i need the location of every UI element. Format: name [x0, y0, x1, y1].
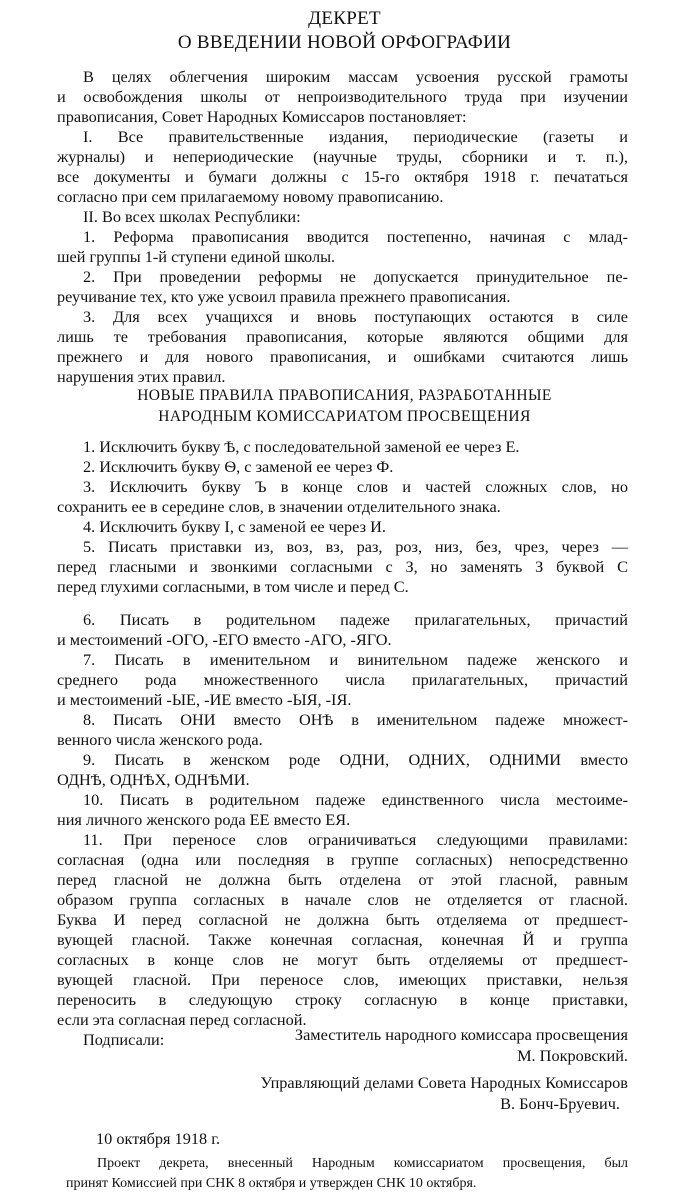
text-line: 2. Исключить букву Ѳ, с заменой ее через Ф.: [83, 457, 394, 476]
text-line: и местоимений -ЫЕ, -ИЕ вместо -ЫЯ, -IЯ.: [57, 690, 352, 709]
rules-body: [57, 437, 628, 1050]
text-line: согласно при сем прилагаемому новому правописанию.: [57, 187, 444, 206]
paragraph: [57, 267, 628, 307]
text-line: перед гласной не должна быть отделена от этой гласной, равным: [57, 870, 628, 889]
text-line: и освобождения школы от непроизводительного труда при изучении: [57, 87, 628, 106]
paragraph: [57, 477, 628, 517]
paragraph: [57, 790, 628, 830]
text-line: нарушения этих правил.: [57, 367, 226, 386]
decree-date: 10 октября 1918 г.: [96, 1129, 221, 1148]
signature-position: Заместитель народного комиссара просвещения: [294, 1025, 628, 1044]
text-line: журналы) и непериодические (научные труды, сборники и т. п.),: [57, 147, 628, 166]
text-line: 7. Писать в именительном и винительном падеже женского и: [83, 650, 628, 669]
text-line: ния личного женского рода ЕЕ вместо ЕЯ.: [57, 810, 351, 829]
text-line: 3. Исключить букву Ъ в конце слов и частей сложных слов, но: [83, 477, 628, 496]
text-line: вующей гласной. При переносе слов, имеющих приставки, нельзя: [57, 970, 628, 989]
paragraph: [57, 67, 628, 127]
text-line: 9. Писать в женском роде ОДНИ, ОДНИХ, ОДНИМИ вместо: [83, 750, 628, 769]
paragraph: [57, 710, 628, 750]
signature-2: [260, 1072, 628, 1114]
text-line: переносить в следующую строку согласную в конце приставки,: [57, 990, 628, 1009]
text-line: прежнего и для нового правописания, и ошибками считаются лишь: [57, 347, 628, 366]
text-line: венного числа женского рода.: [57, 730, 263, 749]
text-line: перед гласными и звонкими согласными с З, но заменять З буквой С: [57, 557, 628, 576]
signature-name: В. Бонч-Бруевич.: [500, 1094, 620, 1113]
text-line: ОДНѢ, ОДНѢХ, ОДНѢМИ.: [57, 770, 250, 789]
footnote-line: Проект декрета, внесенный Народным комиссариатом просвещения, был: [97, 1156, 628, 1171]
text-line: 10. Писать в родительном падеже единственного числа местоиме-: [83, 790, 628, 809]
text-line: 3. Для всех учащихся и вновь поступающих остаются в силе: [83, 307, 628, 326]
paragraph: [57, 830, 628, 1030]
paragraph: [57, 437, 628, 457]
text-line: Подписали:: [83, 1030, 165, 1049]
paragraph: [57, 307, 628, 387]
signature-1: [295, 1024, 628, 1066]
text-line: 1. Реформа правописания вводится постепенно, начиная с млад-: [83, 227, 628, 246]
rules-heading-line-2: НАРОДНЫМ КОМИССАРИАТОМ ПРОСВЕЩЕНИЯ: [158, 408, 531, 425]
text-line: В целях облегчения широким массам усвоения русской грамоты: [83, 67, 628, 86]
signature-position: Управляющий делами Совета Народных Комиссаров: [260, 1073, 628, 1092]
decree-subtitle: О ВВЕДЕНИИ НОВОЙ ОРФОГРАФИИ: [177, 32, 512, 53]
signature-name: М. Покровский.: [517, 1046, 628, 1065]
text-line: лишь те требования правописания, которые являются общими для: [57, 327, 628, 346]
text-line: Буква И перед согласной не должна быть отделяема от предшест-: [57, 910, 628, 929]
text-line: 11. При переносе слов ограничиваться следующими правилами:: [83, 830, 628, 849]
paragraph: [57, 537, 628, 597]
text-line: все документы и бумаги должны с 15-го октября 1918 г. печататься: [57, 167, 628, 186]
paragraph: [57, 127, 628, 207]
text-line: II. Во всех школах Республики:: [83, 207, 301, 226]
paragraph: [57, 610, 628, 650]
paragraph: [57, 457, 628, 477]
text-line: согласных в конце слов не могут быть отделяемы от предшест-: [57, 950, 628, 969]
text-line: сохранить ее в середине слов, в значении отделительного знака.: [57, 497, 501, 516]
text-line: образом группа согласных в начале слов не отделяется от гласной.: [57, 890, 628, 909]
text-line: 6. Писать в родительном падеже прилагательных, причастий: [83, 610, 628, 629]
text-line: I. Все правительственные издания, периодические (газеты и: [83, 127, 628, 146]
text-line: реучивание тех, кто уже усвоил правила прежнего правописания.: [57, 287, 511, 306]
footnote: [66, 1154, 628, 1194]
text-line: среднего рода множественного числа прилагательных, причастий: [57, 670, 628, 689]
text-line: 2. При проведении реформы не допускается принудительное пе-: [83, 267, 628, 286]
paragraph: [57, 650, 628, 710]
text-line: 4. Исключить букву I, с заменой ее через И.: [83, 517, 386, 536]
text-line: и местоимений -ОГО, -ЕГО вместо -АГО, -ЯГО.: [57, 630, 392, 649]
footnote-line: принят Комиссией при СНК 8 октября и утвержден СНК 10 октября.: [66, 1176, 477, 1191]
paragraph: [57, 207, 628, 227]
text-line: шей группы 1-й ступени единой школы.: [57, 247, 336, 266]
text-line: правописания, Совет Народных Комиссаров постановляет:: [57, 107, 467, 126]
text-line: если эта согласная перед согласной.: [57, 1010, 307, 1029]
paragraph: [57, 750, 628, 790]
text-line: 5. Писать приставки из, воз, вз, раз, роз, низ, без, чрез, через —: [83, 537, 628, 556]
text-line: вующей гласной. Также конечная согласная, конечная Й и группа: [57, 930, 628, 949]
paragraph: [57, 227, 628, 267]
text-line: 8. Писать ОНИ вместо ОНѢ в именительном падеже множест-: [83, 710, 628, 729]
decree-body: [57, 67, 628, 387]
text-line: 1. Исключить букву Ѣ, с последовательной заменой ее через Е.: [83, 437, 520, 456]
decree-title: ДЕКРЕТ: [308, 8, 381, 29]
rules-heading-line-1: НОВЫЕ ПРАВИЛА ПРАВОПИСАНИЯ, РАЗРАБОТАННЫЕ: [137, 387, 552, 404]
text-line: согласная (одна или последняя в группе согласных) непосредственно: [57, 850, 628, 869]
text-line: перед глухими согласными, в том числе и перед С.: [57, 577, 409, 596]
paragraph: [57, 517, 628, 537]
